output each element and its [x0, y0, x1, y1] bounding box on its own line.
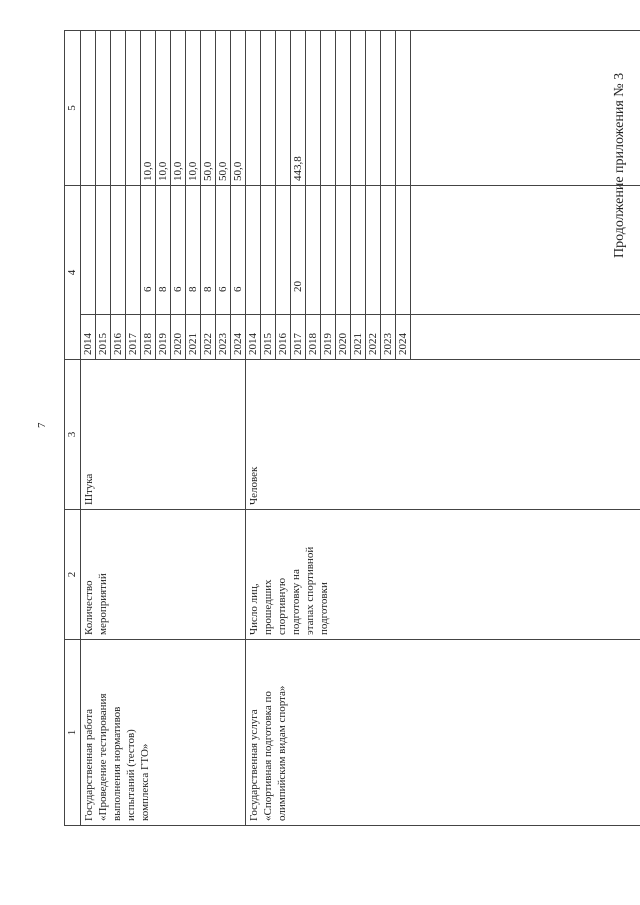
column-header-2: 2: [65, 510, 81, 640]
extra-cell: [336, 31, 351, 186]
value-cell: [111, 186, 126, 315]
extra-cell: 50,0: [216, 31, 231, 186]
value-cell: [306, 186, 321, 315]
extra-cell: [246, 31, 261, 186]
year-cell: 2018: [306, 315, 321, 360]
year-cell: 2014: [246, 315, 261, 360]
year-cell: 2019: [321, 315, 336, 360]
extra-cell: [366, 31, 381, 186]
year-cell: 2017: [126, 315, 141, 360]
year-cell: 2020: [171, 315, 186, 360]
extra-cell: [126, 31, 141, 186]
extra-cell: [306, 31, 321, 186]
value-cell: [351, 186, 366, 315]
extra-cell: 10,0: [156, 31, 171, 186]
data-table: [64, 30, 640, 826]
unit-cell: Человек: [246, 360, 640, 510]
empty-cell: [411, 31, 640, 186]
extra-cell: [396, 31, 411, 186]
value-cell: [96, 186, 111, 315]
value-cell: 6: [171, 186, 186, 315]
year-cell: 2024: [396, 315, 411, 360]
page-number: 7: [36, 422, 48, 428]
extra-cell: [261, 31, 276, 186]
year-cell: 2016: [111, 315, 126, 360]
value-cell: [396, 186, 411, 315]
year-cell: 2021: [186, 315, 201, 360]
column-header-4: 4: [65, 186, 81, 360]
extra-cell: 10,0: [186, 31, 201, 186]
year-cell: 2018: [141, 315, 156, 360]
extra-cell: 50,0: [231, 31, 246, 186]
year-cell: 2022: [366, 315, 381, 360]
value-cell: [381, 186, 396, 315]
section-name: Государственная услуга «Спортивная подготовка по олимпийским видам спорта»: [246, 640, 640, 826]
extra-cell: 10,0: [171, 31, 186, 186]
year-cell: 2016: [276, 315, 291, 360]
year-cell: 2014: [81, 315, 96, 360]
value-cell: 6: [216, 186, 231, 315]
column-header-3: 3: [65, 360, 81, 510]
extra-cell: 443,8: [291, 31, 306, 186]
value-cell: [336, 186, 351, 315]
value-cell: [261, 186, 276, 315]
year-cell: 2017: [291, 315, 306, 360]
unit-cell: Штука: [81, 360, 246, 510]
extra-cell: [276, 31, 291, 186]
value-cell: 6: [231, 186, 246, 315]
table-row: [246, 31, 261, 826]
column-header-1: 1: [65, 640, 81, 826]
header-row: [65, 31, 81, 826]
value-cell: 6: [141, 186, 156, 315]
value-cell: [246, 186, 261, 315]
year-cell: 2015: [261, 315, 276, 360]
value-cell: [321, 186, 336, 315]
rotated-table-container: [64, 31, 598, 826]
extra-cell: 10,0: [141, 31, 156, 186]
extra-cell: [81, 31, 96, 186]
continuation-label: Продолжение приложения № 3: [612, 72, 627, 258]
value-cell: [276, 186, 291, 315]
value-cell: 8: [186, 186, 201, 315]
empty-cell: [411, 315, 640, 360]
year-cell: 2020: [336, 315, 351, 360]
extra-cell: [111, 31, 126, 186]
year-cell: 2024: [231, 315, 246, 360]
extra-cell: [96, 31, 111, 186]
table-row: [81, 31, 96, 826]
year-cell: 2022: [201, 315, 216, 360]
value-cell: [366, 186, 381, 315]
section-name: Государственная работа «Проведение тестирования выполнения нормативов испытаний (тестов) комплекса ГТО»: [81, 640, 246, 826]
indicator-name: Количество мероприятий: [81, 510, 246, 640]
value-cell: 20: [291, 186, 306, 315]
year-cell: 2015: [96, 315, 111, 360]
empty-cell: [411, 186, 640, 315]
year-cell: 2023: [216, 315, 231, 360]
year-cell: 2021: [351, 315, 366, 360]
year-cell: 2023: [381, 315, 396, 360]
value-cell: 8: [156, 186, 171, 315]
value-cell: [81, 186, 96, 315]
value-cell: [126, 186, 141, 315]
extra-cell: [351, 31, 366, 186]
column-header-5: 5: [65, 31, 81, 186]
extra-cell: [381, 31, 396, 186]
year-cell: 2019: [156, 315, 171, 360]
extra-cell: 50,0: [201, 31, 216, 186]
extra-cell: [321, 31, 336, 186]
value-cell: 8: [201, 186, 216, 315]
indicator-name: Число лиц, прошедших спортивную подготовку на этапах спортивной подготовки: [246, 510, 640, 640]
